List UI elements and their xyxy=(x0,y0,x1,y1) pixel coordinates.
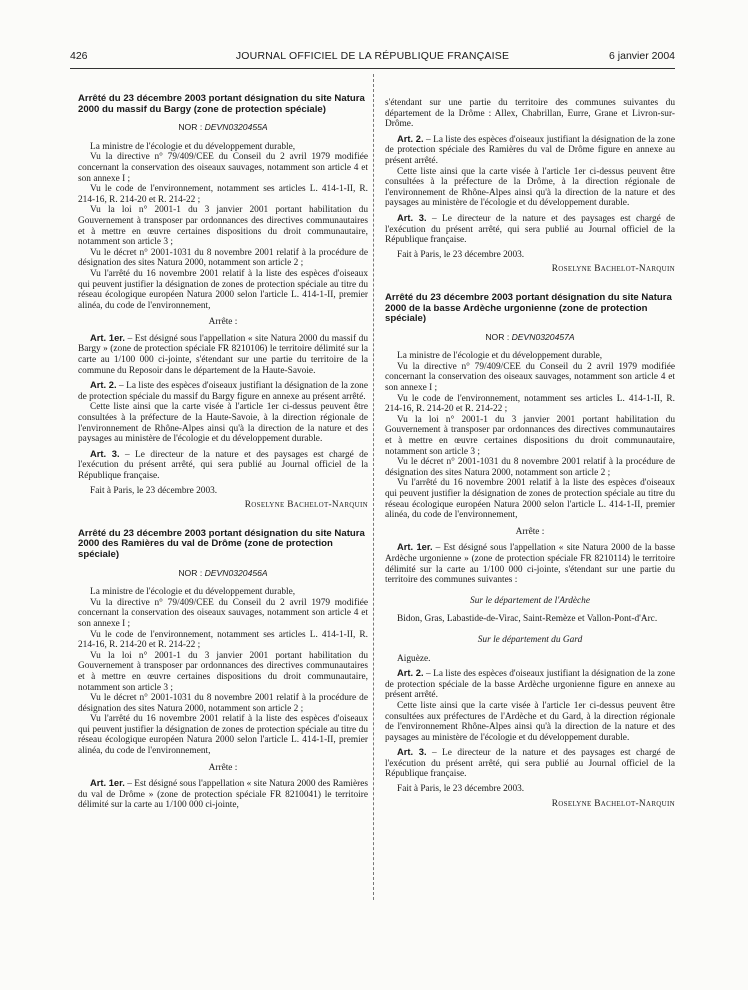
page-header xyxy=(70,50,675,66)
article xyxy=(78,778,368,811)
header-rule xyxy=(70,68,675,69)
signature: Roselyne Bachelot-Narquin xyxy=(551,264,675,275)
article xyxy=(78,333,368,376)
visa-paragraph: Vu le décret n° 2001-1031 du 8 novembre 2001 relatif à la procédure de désignation des sites Natura 2000, notamment son article 2 ; xyxy=(78,693,368,714)
article-text: – Est désigné sous l'appellation « site Natura 2000 des Ramières du val de Drôme » (zone de protection spéciale FR 8210041) le territoire délimité sur la carte au 1/100 000 ci-jointe, xyxy=(78,779,368,811)
visa-paragraph: Vu l'arrêté du 16 novembre 2001 relatif à la liste des espèces d'oiseaux qui peuvent justifier la désignation de zones de protection spéciale au titre du réseau écologique européen Natura 2000 selon l'article L. 414-1-II, premier alinéa, du code de l'environnement, xyxy=(78,714,368,757)
article-label: Art. 2. xyxy=(397,133,424,144)
nor-code: DEVN0320457A xyxy=(511,331,575,342)
nor-code: DEVN0320456A xyxy=(204,567,268,578)
arrete-bargy xyxy=(78,94,368,511)
nor-code: DEVN0320455A xyxy=(204,122,268,133)
article xyxy=(78,449,368,482)
visa-paragraph: La ministre de l'écologie et du développement durable, xyxy=(90,141,296,152)
article-paragraph: Cette liste ainsi que la carte visée à l'article 1er ci-dessus peuvent être consultées aux préfectures de l'Ardèche et du Gard, à la direction régionale de l'environnement Rhône-Alpes ainsi qu'à la direction de la nature et des paysages au ministère de l'écologie et du développement durable. xyxy=(385,700,675,743)
article xyxy=(385,668,675,701)
signature: Roselyne Bachelot-Narquin xyxy=(244,500,368,511)
article-label: Art. 3. xyxy=(397,747,427,758)
arrete-ramieres xyxy=(78,529,368,811)
article-label: Art. 1er. xyxy=(90,332,126,343)
article-text: – La liste des espèces d'oiseaux justifiant la désignation de la zone de protection spéciale de la basse Ardèche urgonienne figure en annexe au présent arrêté. xyxy=(385,669,675,701)
fait-a-paris: Fait à Paris, le 23 décembre 2003. xyxy=(397,249,525,260)
issue-date: 6 janvier 2004 xyxy=(609,50,675,62)
right-column xyxy=(385,98,675,809)
article xyxy=(385,542,675,585)
visa-paragraph: Vu l'arrêté du 16 novembre 2001 relatif à la liste des espèces d'oiseaux qui peuvent justifier la désignation de zones de protection spéciale au titre du réseau écologique européen Natura 2000 selon l'article L. 414-1-II, premier alinéa, du code de l'environnement, xyxy=(78,268,368,311)
article-text: – La liste des espèces d'oiseaux justifiant la désignation de la zone de protection spéciale du massif du Bargy figure en annexe au présent arrêté. xyxy=(78,381,368,402)
arrete-basse-ardeche xyxy=(385,293,675,809)
arrete-ramieres-continued xyxy=(385,98,675,275)
department-heading: Sur le département de l'Ardèche xyxy=(470,595,590,606)
column-divider xyxy=(373,74,374,900)
nor-label: NOR : xyxy=(178,122,205,133)
department-communes: Bidon, Gras, Labastide-de-Virac, Saint-Remèze et Vallon-Pont-d'Arc. xyxy=(397,614,658,625)
article-label: Art. 1er. xyxy=(90,778,125,789)
page-number: 426 xyxy=(70,50,88,62)
visa-paragraph: Vu le code de l'environnement, notamment ses articles L. 414-1-II, R. 214-16, R. 214-20 et R. 214-22 ; xyxy=(385,393,675,415)
article-text: – Le directeur de la nature et des paysages est chargé de l'exécution du présent arrêté, qui sera publié au Journal officiel de la République française. xyxy=(385,213,675,246)
article-text: – Le directeur de la nature et des paysages est chargé de l'exécution du présent arrêté, qui sera publié au Journal officiel de la République française. xyxy=(78,449,368,481)
left-column xyxy=(78,94,368,811)
article xyxy=(385,213,675,246)
article-label: Art. 2. xyxy=(90,380,117,391)
article-text: – Est désigné sous l'appellation « site Natura 2000 de la basse Ardèche urgonienne » (zone de protection spéciale FR 8210114) le territoire délimité sur la carte au 1/100 000 ci-jointe, s'étendant sur une partie du territoire des communes suivantes : xyxy=(385,543,675,586)
article-label: Art. 1er. xyxy=(397,542,433,553)
nor-reference xyxy=(78,568,368,579)
article-text: – Est désigné sous l'appellation « site Natura 2000 du massif du Bargy » (zone de protection spéciale FR 8210106) le territoire délimité sur la carte au 1/100 000 ci-jointe, s'étendant sur une partie du territoire de la commune du Reposoir dans le département de la Haute-Savoie. xyxy=(78,333,368,376)
visa-paragraph: La ministre de l'écologie et du développement durable, xyxy=(397,351,603,362)
journal-title: JOURNAL OFFICIEL DE LA RÉPUBLIQUE FRANÇAISE xyxy=(235,50,510,62)
nor-reference xyxy=(78,122,368,133)
arrete-title: Arrêté du 23 décembre 2003 portant désignation du site Natura 2000 des Ramières du val de Drôme (zone de protection spéciale) xyxy=(78,527,365,560)
arrete-label: Arrête : xyxy=(208,762,238,773)
article-text: – Le directeur de la nature et des paysages est chargé de l'exécution du présent arrêté, qui sera publié au Journal officiel de la République française. xyxy=(385,748,675,780)
article xyxy=(78,380,368,402)
visa-paragraph: Vu la directive n° 79/409/CEE du Conseil du 2 avril 1979 modifiée concernant la conservation des oiseaux sauvages, notamment son article 4 et son annexe I ; xyxy=(78,152,368,184)
visa-paragraph: Vu la directive n° 79/409/CEE du Conseil du 2 avril 1979 modifiée concernant la conservation des oiseaux sauvages, notamment son article 4 et son annexe I ; xyxy=(385,361,675,394)
signature: Roselyne Bachelot-Narquin xyxy=(551,798,675,809)
arrete-title: Arrêté du 23 décembre 2003 portant désignation du site Natura 2000 de la basse Ardèche urgonienne (zone de protection spéciale) xyxy=(385,291,672,325)
nor-label: NOR : xyxy=(485,331,512,342)
article-text: – La liste des espèces d'oiseaux justifiant la désignation de la zone de protection spéciale des Ramières du val de Drôme figure en annexe au présent arrêté. xyxy=(385,134,675,166)
arrete-label: Arrête : xyxy=(208,317,238,328)
article-label: Art. 3. xyxy=(397,212,427,223)
visa-paragraph: Vu la loi n° 2001-1 du 3 janvier 2001 portant habilitation du Gouvernement à transposer par ordonnances des directives communautaires et à mettre en œuvre certaines dispositions du droit communautaire, notamment son article 3 ; xyxy=(78,650,368,693)
visa-paragraph: Vu la directive n° 79/409/CEE du Conseil du 2 avril 1979 modifiée concernant la conservation des oiseaux sauvages, notamment son article 4 et son annexe I ; xyxy=(78,597,368,629)
fait-a-paris: Fait à Paris, le 23 décembre 2003. xyxy=(397,784,525,795)
fait-a-paris: Fait à Paris, le 23 décembre 2003. xyxy=(90,485,218,496)
article-paragraph: Cette liste ainsi que la carte visée à l'article 1er ci-dessus peuvent être consultées à la préfecture de la Haute-Savoie, à la direction régionale de l'environnement de Rhône-Alpes ainsi qu'à la direction de la nature et des paysages au ministère de l'écologie et du développement durable. xyxy=(78,402,368,445)
visa-paragraph: Vu le code de l'environnement, notamment ses articles L. 414-1-II, R. 214-16, R. 214-20 et R. 214-22 ; xyxy=(78,184,368,205)
article xyxy=(385,747,675,780)
arrete-title: Arrêté du 23 décembre 2003 portant désignation du site Natura 2000 du massif du Bargy (zone de protection spéciale) xyxy=(78,93,365,115)
department-communes: Aiguèze. xyxy=(397,653,431,664)
article xyxy=(385,134,675,167)
nor-label: NOR : xyxy=(178,567,205,578)
article-label: Art. 3. xyxy=(90,448,120,459)
visa-paragraph: Vu le décret n° 2001-1031 du 8 novembre 2001 relatif à la procédure de désignation des sites Natura 2000, notamment son article 2 ; xyxy=(385,457,675,478)
arrete-label: Arrête : xyxy=(515,526,545,537)
visa-paragraph: Vu l'arrêté du 16 novembre 2001 relatif à la liste des espèces d'oiseaux qui peuvent justifier la désignation de zones de protection spéciale au titre du réseau écologique européen Natura 2000 selon l'article L. 414-1-II, premier alinéa, du code de l'environnement, xyxy=(385,478,675,521)
visa-paragraph: Vu le code de l'environnement, notamment ses articles L. 414-1-II, R. 214-16, R. 214-20 et R. 214-22 ; xyxy=(78,629,368,651)
article-paragraph: Cette liste ainsi que la carte visée à l'article 1er ci-dessus peuvent être consultées à la préfecture de la Drôme, à la direction régionale de l'environnement de Rhône-Alpes ainsi qu'à la direction de la nature et des paysages au ministère de l'écologie et du développement durable. xyxy=(385,166,675,209)
visa-paragraph: Vu le décret n° 2001-1031 du 8 novembre 2001 relatif à la procédure de désignation des sites Natura 2000, notamment son article 2 ; xyxy=(78,247,368,269)
nor-reference xyxy=(385,332,675,343)
article-label: Art. 2. xyxy=(397,668,424,679)
article-continuation: s'étendant sur une partie du territoire des communes suivantes du département de la Drôme : Allex, Chabrillan, Eurre, Grane et Livron-sur-Drôme. xyxy=(385,98,675,130)
department-heading: Sur le département du Gard xyxy=(477,634,583,645)
visa-paragraph: Vu la loi n° 2001-1 du 3 janvier 2001 portant habilitation du Gouvernement à transposer par ordonnances des directives communautaires et à mettre en œuvre certaines dispositions du droit communautaire, notamment son article 3 ; xyxy=(385,414,675,457)
visa-paragraph: Vu la loi n° 2001-1 du 3 janvier 2001 portant habilitation du Gouvernement à transposer par ordonnances des directives communautaires et à mettre en œuvre certaines dispositions du droit communautaire, notamment son article 3 ; xyxy=(78,205,368,248)
visa-paragraph: La ministre de l'écologie et du développement durable, xyxy=(90,587,296,598)
